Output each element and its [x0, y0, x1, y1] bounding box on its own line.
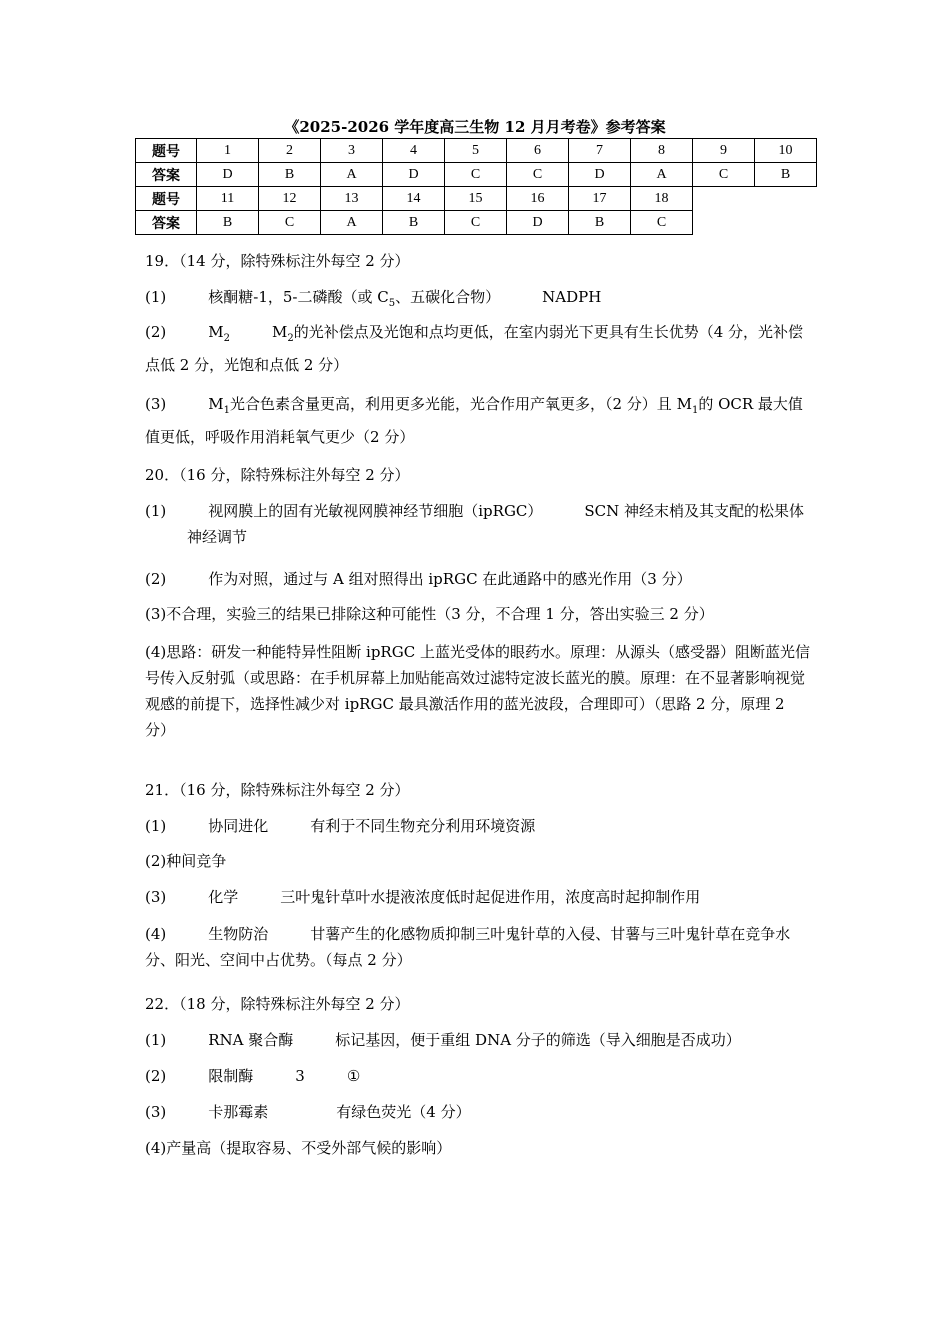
answer-cell: C — [693, 163, 755, 187]
q20-answer-3: (3)不合理，实验三的结果已排除这种可能性（3 分，不合理 1 分，答出实验三 2 分） — [145, 605, 714, 623]
question-number: 17 — [569, 187, 631, 211]
q19-answer-2 — [145, 319, 810, 378]
q21-answer-2: (2)种间竞争 — [145, 852, 227, 870]
answer-cell: B — [755, 163, 817, 187]
answer-text: NADPH — [542, 288, 602, 306]
answer-text: RNA 聚合酶 — [208, 1031, 294, 1049]
question-number: 9 — [693, 139, 755, 163]
q22-answer-3 — [145, 1101, 471, 1122]
question-number: 6 — [507, 139, 569, 163]
answer-cell: C — [507, 163, 569, 187]
subscript: 1 — [691, 405, 699, 416]
item-number: (1) — [145, 502, 167, 520]
question-number: 2 — [259, 139, 321, 163]
answer-text: 三叶鬼针草叶水提液浓度低时起促进作用，浓度高时起抑制作用 — [280, 888, 701, 906]
answer-cell: D — [383, 163, 445, 187]
subscript: 2 — [287, 333, 294, 344]
answer-cell: C — [631, 211, 693, 235]
answer-text: 光合色素含量更高，利用更多光能，光合作用产氧更多，（2 分）且 M — [229, 395, 692, 413]
answer-cell: C — [445, 163, 507, 187]
answer-text: 视网膜上的固有光敏视网膜神经节细胞（ipRGC） — [208, 502, 543, 520]
question-number: 16 — [507, 187, 569, 211]
answer-cell: D — [507, 211, 569, 235]
question-number: 8 — [631, 139, 693, 163]
answer-cell: D — [197, 163, 259, 187]
row-label: 答案 — [136, 163, 197, 187]
answer-text: 化学 — [208, 888, 239, 906]
answer-text: 标记基因，便于重组 DNA 分子的筛选（导入细胞是否成功） — [335, 1031, 741, 1049]
q20-answer-2 — [145, 568, 692, 589]
row-label: 答案 — [136, 211, 197, 235]
question-number: 13 — [321, 187, 383, 211]
question-number: 14 — [383, 187, 445, 211]
item-number: (1) — [145, 1031, 167, 1049]
q21-answer-4 — [145, 921, 810, 973]
question-number: 4 — [383, 139, 445, 163]
q19-answer-1 — [145, 286, 601, 309]
question-number: 12 — [259, 187, 321, 211]
answer-text: 的光补偿点及光饱和点均更低，在室内弱光下更具有生长优势（4 分，光补偿点低 2 分，光饱和点低 2 分） — [145, 323, 804, 374]
question-number: 11 — [197, 187, 259, 211]
item-number: (1) — [145, 288, 167, 306]
table-row — [136, 139, 817, 163]
q22-header: 22．（18 分，除特殊标注外每空 2 分） — [145, 995, 410, 1013]
answer-cell: B — [259, 163, 321, 187]
question-number: 7 — [569, 139, 631, 163]
question-number: 15 — [445, 187, 507, 211]
q21-header: 21．（16 分，除特殊标注外每空 2 分） — [145, 781, 410, 799]
item-number: (3) — [145, 395, 167, 413]
empty-cell — [693, 211, 755, 235]
answer-cell: A — [321, 163, 383, 187]
item-number: (3) — [145, 1103, 167, 1121]
q20-answer-4: (4)思路：研发一种能特异性阻断 ipRGC 上蓝光受体的眼药水。原理：从源头（感受器）阻断蓝光信号传入反射弧（或思路：在手机屏幕上加贴能高效过滤特定波长蓝光的膜。原理：在不显著影响视觉观感的前提下，选择性减少对 ipRGC 最具激活作用的蓝光波段，合理即可）（思路 2 分，原理 2 分） — [145, 643, 810, 739]
item-number: (4) — [145, 925, 167, 943]
answer-text: 协同进化 — [208, 817, 269, 835]
answer-table — [135, 138, 817, 235]
answer-text: 限制酶 — [208, 1067, 254, 1085]
empty-cell — [755, 211, 817, 235]
q21-answer-3 — [145, 886, 700, 907]
q22-answer-4: (4)产量高（提取容易、不受外部气候的影响） — [145, 1139, 452, 1157]
q20-answer-1 — [145, 498, 810, 550]
answer-text: M — [271, 323, 288, 341]
answer-cell: B — [197, 211, 259, 235]
answer-text: 有绿色荧光（4 分） — [336, 1103, 471, 1121]
q19-header: 19．（14 分，除特殊标注外每空 2 分） — [145, 252, 410, 270]
answer-cell: D — [569, 163, 631, 187]
answer-text: 卡那霉素 — [208, 1103, 269, 1121]
answer-cell: B — [569, 211, 631, 235]
subscript: 5 — [388, 298, 396, 309]
question-number: 10 — [755, 139, 817, 163]
answer-text: 核酮糖-1，5-二磷酸（或 C — [208, 288, 389, 306]
answer-cell: A — [631, 163, 693, 187]
answer-text: 甘薯产生的化感物质抑制三叶鬼针草的入侵、甘薯与三叶鬼针草在竞争水分、阳光、空间中占优势。（每点 2 分） — [145, 925, 791, 969]
answer-text: 生物防治 — [208, 925, 269, 943]
answer-text: 作为对照，通过与 A 组对照得出 ipRGC 在此通路中的感光作用（3 分） — [208, 570, 692, 588]
answer-text: M — [208, 323, 224, 341]
item-number: (1) — [145, 817, 167, 835]
item-number: (3) — [145, 888, 167, 906]
question-number: 18 — [631, 187, 693, 211]
q21-answer-1 — [145, 815, 535, 836]
answer-text: 神经调节 — [187, 528, 248, 546]
subscript: 1 — [223, 405, 230, 416]
answer-cell: A — [321, 211, 383, 235]
answer-cell: C — [445, 211, 507, 235]
table-row — [136, 163, 817, 187]
q22-answer-1 — [145, 1029, 741, 1050]
q19-answer-3 — [145, 391, 810, 450]
subscript: 2 — [223, 333, 230, 344]
table-row — [136, 211, 817, 235]
empty-cell — [693, 187, 755, 211]
answer-text: SCN 神经末梢及其支配的松果体 — [584, 502, 805, 520]
answer-text: 3 — [295, 1067, 305, 1085]
table-row — [136, 187, 817, 211]
empty-cell — [755, 187, 817, 211]
answer-text: M — [208, 395, 224, 413]
item-number: (2) — [145, 1067, 167, 1085]
item-number: (2) — [145, 323, 167, 341]
question-number: 5 — [445, 139, 507, 163]
page-title: 《2025-2026 学年度高三生物 12 月月考卷》参考答案 — [284, 118, 666, 136]
answer-text: 的 OCR 最大值值更低，呼吸作用消耗氧气更少（2 分） — [145, 395, 803, 446]
answer-text: ① — [346, 1067, 361, 1085]
answer-cell: B — [383, 211, 445, 235]
answer-text: 有利于不同生物充分利用环境资源 — [310, 817, 536, 835]
question-number: 1 — [197, 139, 259, 163]
row-label: 题号 — [136, 187, 197, 211]
row-label: 题号 — [136, 139, 197, 163]
answer-text: 、五碳化合物） — [395, 288, 501, 306]
answer-cell: C — [259, 211, 321, 235]
q22-answer-2 — [145, 1065, 360, 1086]
item-number: (2) — [145, 570, 167, 588]
q20-header: 20．（16 分，除特殊标注外每空 2 分） — [145, 466, 410, 484]
question-number: 3 — [321, 139, 383, 163]
